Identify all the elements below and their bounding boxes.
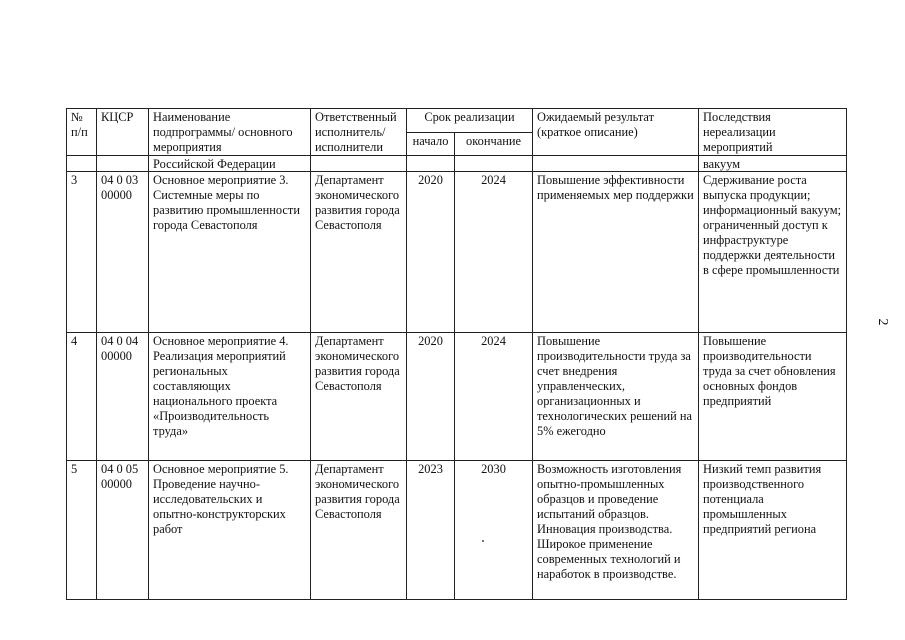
header-consequences: Последствия нереализации мероприятий xyxy=(699,109,847,156)
row-start: 2020 xyxy=(407,172,455,333)
continuation-name: Российской Федерации xyxy=(149,156,311,172)
row-start: 2020 xyxy=(407,333,455,461)
row-name: Основное мероприятие 3. Системные меры по развитию промышленности города Севастополя xyxy=(149,172,311,333)
row-start: 2023 xyxy=(407,461,455,600)
row-kcsr: 04 0 03 00000 xyxy=(97,172,149,333)
header-start: начало xyxy=(407,132,455,156)
header-executor: Ответственный исполнитель/ исполнители xyxy=(311,109,407,156)
row-num: 4 xyxy=(67,333,97,461)
row-executor: Департамент экономического развития города Севастополя xyxy=(311,172,407,333)
table-row xyxy=(67,461,847,600)
row-executor: Департамент экономического развития города Севастополя xyxy=(311,461,407,600)
row-name: Основное мероприятие 4. Реализация мероприятий региональных составляющих национального проекта «Производительность труда» xyxy=(149,333,311,461)
row-end: 2024 xyxy=(455,333,533,461)
header-kcsr: КЦСР xyxy=(97,109,149,156)
row-result: Повышение эффективности применяемых мер поддержки xyxy=(533,172,699,333)
row-consequences: Сдерживание роста выпуска продукции; информационный вакуум; ограниченный доступ к инфраструктуре поддержки деятельности в сфере промышленности xyxy=(699,172,847,333)
header-result: Ожидаемый результат (краткое описание) xyxy=(533,109,699,156)
row-end: 2030 xyxy=(455,461,533,600)
activities-table xyxy=(66,108,847,600)
continuation-consequences: вакуум xyxy=(699,156,847,172)
row-result: Возможность изготовления опытно-промышленных образцов и проведение испытаний образцов. Инновация производства. Широкое применение современных технологий и наработок в производстве. xyxy=(533,461,699,600)
row-num: 5 xyxy=(67,461,97,600)
row-executor: Департамент экономического развития города Севастополя xyxy=(311,333,407,461)
row-result: Повышение производительности труда за счет внедрения управленческих, организационных и технологических решений на 5% ежегодно xyxy=(533,333,699,461)
table-header-row xyxy=(67,109,847,133)
continuation-row xyxy=(67,156,847,172)
header-period: Срок реализации xyxy=(407,109,533,133)
table-row xyxy=(67,333,847,461)
header-end: окончание xyxy=(455,132,533,156)
scan-speck xyxy=(482,540,484,542)
row-kcsr: 04 0 05 00000 xyxy=(97,461,149,600)
header-name: Наименование подпрограммы/ основного мероприятия xyxy=(149,109,311,156)
row-consequences: Повышение производительности труда за счет обновления основных фондов предприятий xyxy=(699,333,847,461)
page-number: 2 xyxy=(875,318,890,326)
row-num: 3 xyxy=(67,172,97,333)
table-row xyxy=(67,172,847,333)
row-consequences: Низкий темп развития производственного потенциала промышленных предприятий региона xyxy=(699,461,847,600)
row-end: 2024 xyxy=(455,172,533,333)
row-kcsr: 04 0 04 00000 xyxy=(97,333,149,461)
header-num: № п/п xyxy=(67,109,97,156)
row-name: Основное мероприятие 5. Проведение научно-исследовательских и опытно-конструкторских работ xyxy=(149,461,311,600)
